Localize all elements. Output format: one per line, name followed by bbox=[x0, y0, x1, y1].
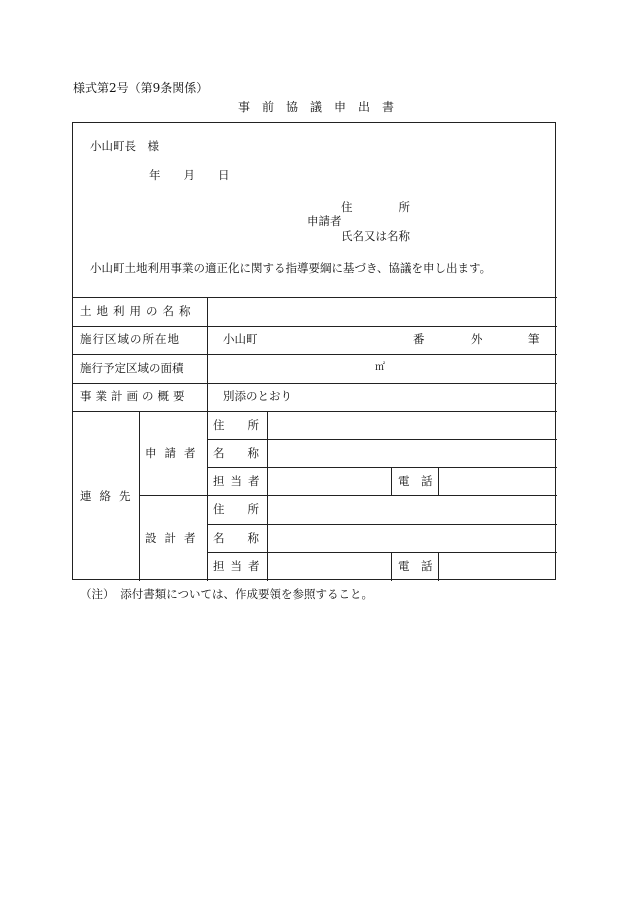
form-number: 様式第2号（第9条関係） bbox=[73, 81, 209, 95]
applicant-phone-label: 電 話 bbox=[398, 474, 433, 488]
plan-label: 事業計画の概要 bbox=[80, 389, 189, 403]
land-use-name-label: 土地利用の名称 bbox=[80, 304, 196, 318]
application-form bbox=[72, 122, 556, 580]
document-title: 事 前 協 議 申 出 書 bbox=[238, 100, 395, 114]
ban-label: 番 bbox=[413, 332, 425, 346]
address-label: 住 所 bbox=[341, 200, 410, 214]
applicant-label: 申請者 bbox=[307, 214, 342, 228]
designer-phone-label: 電 話 bbox=[398, 559, 433, 573]
footnote: （注） 添付書類については、作成要領を参照すること。 bbox=[80, 587, 374, 601]
designer-group-label: 設計者 bbox=[145, 531, 204, 545]
designer-name-label: 名 称 bbox=[213, 531, 259, 545]
contact-label: 連絡先 bbox=[80, 489, 139, 503]
hitsu-label: 筆 bbox=[528, 332, 540, 346]
location-value: 小山町 bbox=[223, 332, 258, 346]
name-label: 氏名又は名称 bbox=[341, 229, 410, 243]
applicant-name-label: 名 称 bbox=[213, 446, 259, 460]
designer-person-label: 担当者 bbox=[213, 559, 266, 573]
designer-address-label: 住 所 bbox=[213, 502, 259, 516]
gai-label: 外 bbox=[471, 332, 483, 346]
plan-value: 別添のとおり bbox=[223, 389, 292, 403]
location-label: 施行区域の所在地 bbox=[80, 332, 180, 346]
statement: 小山町土地利用事業の適正化に関する指導要綱に基づき、協議を申し出ます。 bbox=[90, 261, 492, 275]
area-label: 施行予定区域の面積 bbox=[80, 361, 184, 375]
date-line: 年 月 日 bbox=[149, 168, 230, 182]
applicant-group-label: 申請者 bbox=[145, 446, 204, 460]
area-unit: ㎡ bbox=[375, 362, 385, 373]
applicant-person-label: 担当者 bbox=[213, 474, 266, 488]
addressee: 小山町長 様 bbox=[90, 139, 159, 153]
applicant-address-label: 住 所 bbox=[213, 418, 259, 432]
